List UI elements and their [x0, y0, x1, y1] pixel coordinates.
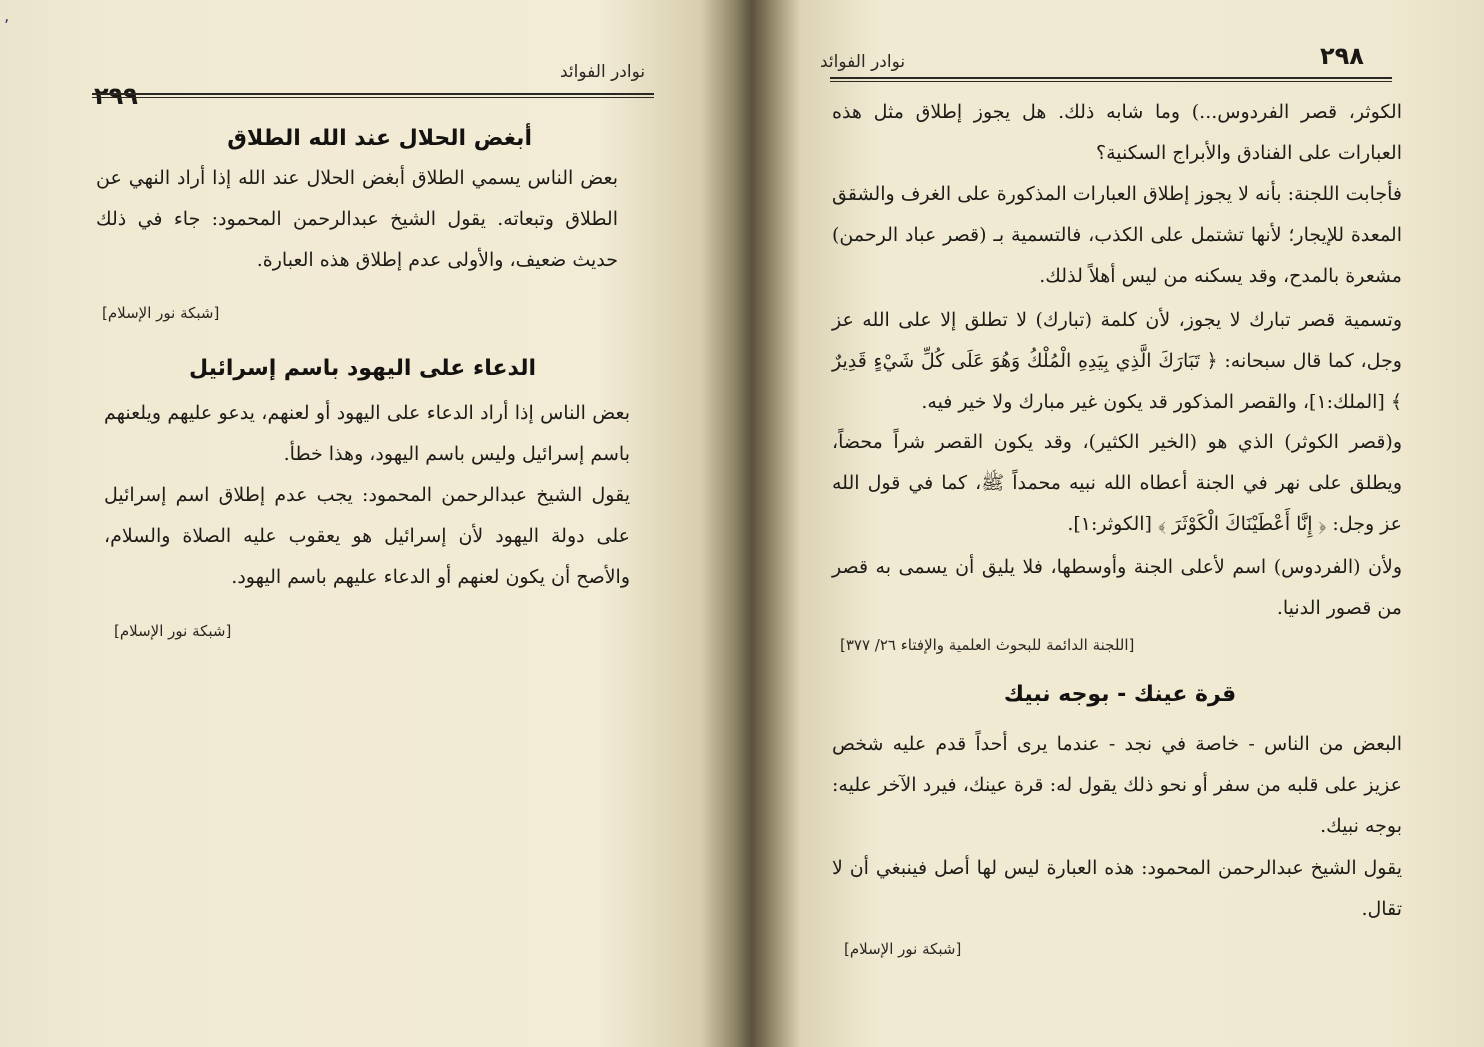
paragraph: يقول الشيخ عبدالرحمن المحمود: يجب عدم إطلاق اسم إسرائيل على دولة اليهود لأن إسرائيل هو يعقوب عليه الصلاة والسلام، والأصح أن يكون لعنهم أو الدعاء عليهم باسم اليهود.	[104, 484, 630, 588]
paragraph: وتسمية قصر تبارك لا يجوز، لأن كلمة (تبارك) لا تطلق إلا على الله عز وجل، كما قال سبحانه: ﴿ تَبَارَكَ الَّذِي بِيَدِهِ الْمُلْكُ وَهُوَ عَلَى كُلِّ شَيْءٍ قَدِيرٌ ﴾ [الملك:١]، والقصر المذكور قد يكون غير مبارك ولا خير فيه.	[832, 309, 1402, 413]
paragraph: فأجابت اللجنة: بأنه لا يجوز إطلاق العبارات المذكورة على الغرف والشقق المعدة للإيجار؛ لأنها تشتمل على الكذب، فالتسمية بـ (قصر عباد الرحمن) مشعرة بالمدح، وقد يسكنه من ليس أهلاً لذلك.	[832, 183, 1402, 287]
source-citation: [شبكة نور الإسلام]	[844, 940, 962, 958]
page-number: ٢٩٩	[94, 82, 138, 110]
header-rule	[92, 93, 654, 98]
section-heading: قرة عينك - بوجه نبيك	[1003, 682, 1237, 707]
paragraph: بعض الناس يسمي الطلاق أبغض الحلال عند الله إذا أراد النهي عن الطلاق وتبعاته. يقول الشيخ عبدالرحمن المحمود: جاء في ذلك حديث ضعيف، والأولى عدم إطلاق هذه العبارة.	[96, 167, 618, 271]
running-title: نوادر الفوائد	[820, 52, 906, 72]
paragraph: و(قصر الكوثر) الذي هو (الخير الكثير)، وقد يكون القصر شراً محضاً، ويطلق على نهر في الجنة أعطاه الله نبيه محمداً ﷺ، كما في قول الله عز وجل: ﴿ إِنَّا أَعْطَيْنَاكَ الْكَوْثَرَ ﴾ [الكوثر:١].	[832, 431, 1402, 535]
section-heading: الدعاء على اليهود باسم إسرائيل	[188, 356, 536, 381]
running-title: نوادر الفوائد	[560, 62, 646, 82]
source-citation: [شبكة نور الإسلام]	[102, 304, 220, 322]
right-page	[760, 0, 1484, 1047]
source-citation: [اللجنة الدائمة للبحوث العلمية والإفتاء ٢٦/ ٣٧٧]	[840, 636, 1135, 654]
paragraph: الكوثر، قصر الفردوس...) وما شابه ذلك. هل يجوز إطلاق مثل هذه العبارات على الفنادق والأبراج السكنية؟	[832, 101, 1402, 164]
section-heading: أبغض الحلال عند الله الطلاق	[227, 126, 532, 151]
left-page	[0, 0, 740, 1047]
header-rule	[830, 77, 1392, 82]
paragraph: ولأن (الفردوس) اسم لأعلى الجنة وأوسطها، فلا يليق أن يسمى به قصر من قصور الدنيا.	[832, 556, 1402, 619]
source-citation: [شبكة نور الإسلام]	[114, 622, 232, 640]
paragraph: البعض من الناس - خاصة في نجد - عندما يرى أحداً قدم عليه شخص عزيز على قلبه من سفر أو نحو ذلك يقول له: قرة عينك، فيرد الآخر عليه: بوجه نبيك.	[832, 733, 1402, 837]
paragraph: بعض الناس إذا أراد الدعاء على اليهود أو لعنهم، يدعو عليهم ويلعنهم باسم إسرائيل وليس باسم اليهود، وهذا خطأ.	[104, 402, 630, 465]
paragraph: يقول الشيخ عبدالرحمن المحمود: هذه العبارة ليس لها أصل فينبغي أن لا تقال.	[832, 857, 1402, 920]
page-number: ٢٩٨	[1320, 42, 1364, 70]
ink-mark: ʼ	[4, 16, 10, 35]
